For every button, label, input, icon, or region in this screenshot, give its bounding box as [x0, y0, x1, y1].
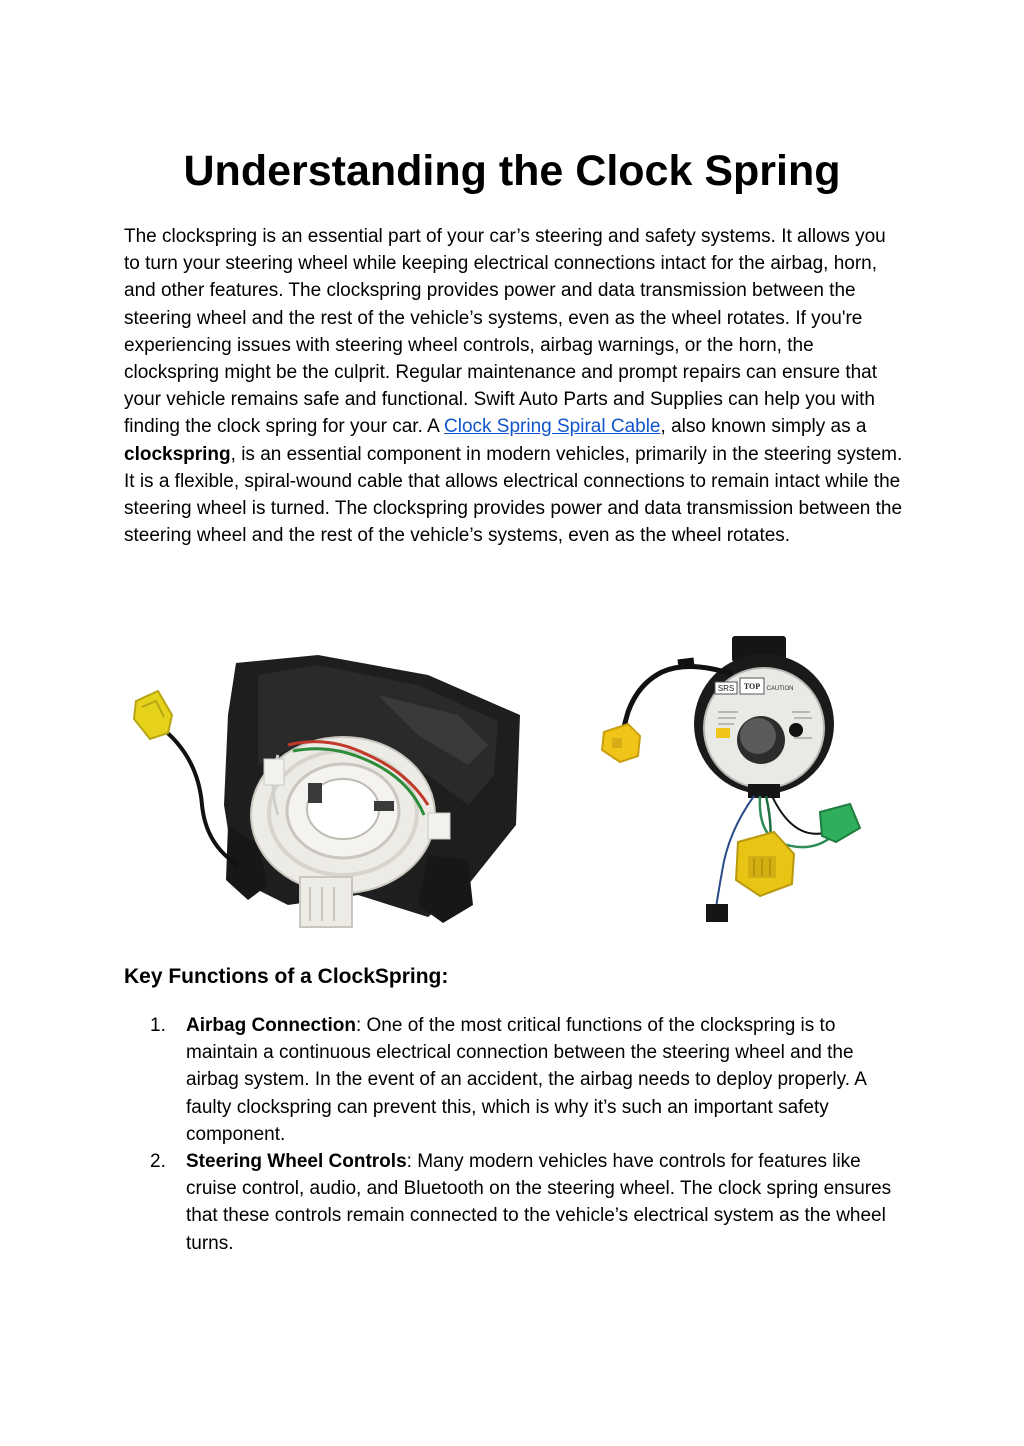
intro-text-middle: , also known simply as a: [660, 416, 867, 438]
page-title: Understanding the Clock Spring: [183, 147, 841, 195]
intro-paragraph: [124, 223, 904, 549]
list-item-term: Steering Wheel Controls: [186, 1151, 407, 1173]
top-label: TOP: [743, 682, 761, 691]
list-item: [150, 1012, 902, 1148]
clock-spring-round-image: [598, 632, 876, 924]
list-item: [150, 1148, 902, 1257]
clock-spring-spiral-cable-link[interactable]: Clock Spring Spiral Cable: [444, 416, 661, 438]
clock-spring-housing-image: [128, 655, 522, 930]
list-item-term: Airbag Connection: [186, 1015, 356, 1036]
key-functions-list: [150, 1012, 902, 1257]
intro-text-end: , is an essential component in modern vehicles, primarily in the steering system. It is a flexible, spiral-wound cable that allows electrical connections to remain intact while the steering wheel is turned. The clockspring provides power and data transmission between the steering wheel and the rest of the vehicle’s systems, even as the wheel rotates.: [124, 443, 903, 547]
list-item-number: 2.: [150, 1151, 166, 1173]
key-functions-heading: Key Functions of a ClockSpring:: [124, 965, 449, 988]
clockspring-bold-term: clockspring: [124, 443, 231, 465]
srs-label: SRS: [717, 684, 735, 693]
list-item-text: : Many modern vehicles have controls for features like cruise control, audio, and Bluetooth on the steering wheel. The clock spring ensures that these controls remain connected to the vehicle’s electrical system as the wheel turns.: [186, 1151, 892, 1254]
list-item-text: : One of the most critical functions of the clockspring is to maintain a continuous electrical connection between the steering wheel and the airbag system. In the event of an accident, the airbag needs to deploy properly. A faulty clockspring can prevent this, which is why it’s such an important safety component.: [186, 1015, 866, 1145]
intro-text-start: The clockspring is an essential part of your car’s steering and safety systems. It allows you to turn your steering wheel while keeping electrical connections intact for the airbag, horn, and other features. The clockspring provides power and data transmission between the steering wheel and the rest of the vehicle’s systems, even as the wheel rotates. If you're experiencing issues with steering wheel controls, airbag warnings, or the horn, the clockspring might be the culprit. Regular maintenance and prompt repairs can ensure that your vehicle remains safe and functional. Swift Auto Parts and Supplies can help you with finding the clock spring for your car. A: [124, 226, 886, 438]
list-item-number: 1.: [150, 1015, 166, 1036]
caution-label: CAUTION: [766, 686, 794, 692]
